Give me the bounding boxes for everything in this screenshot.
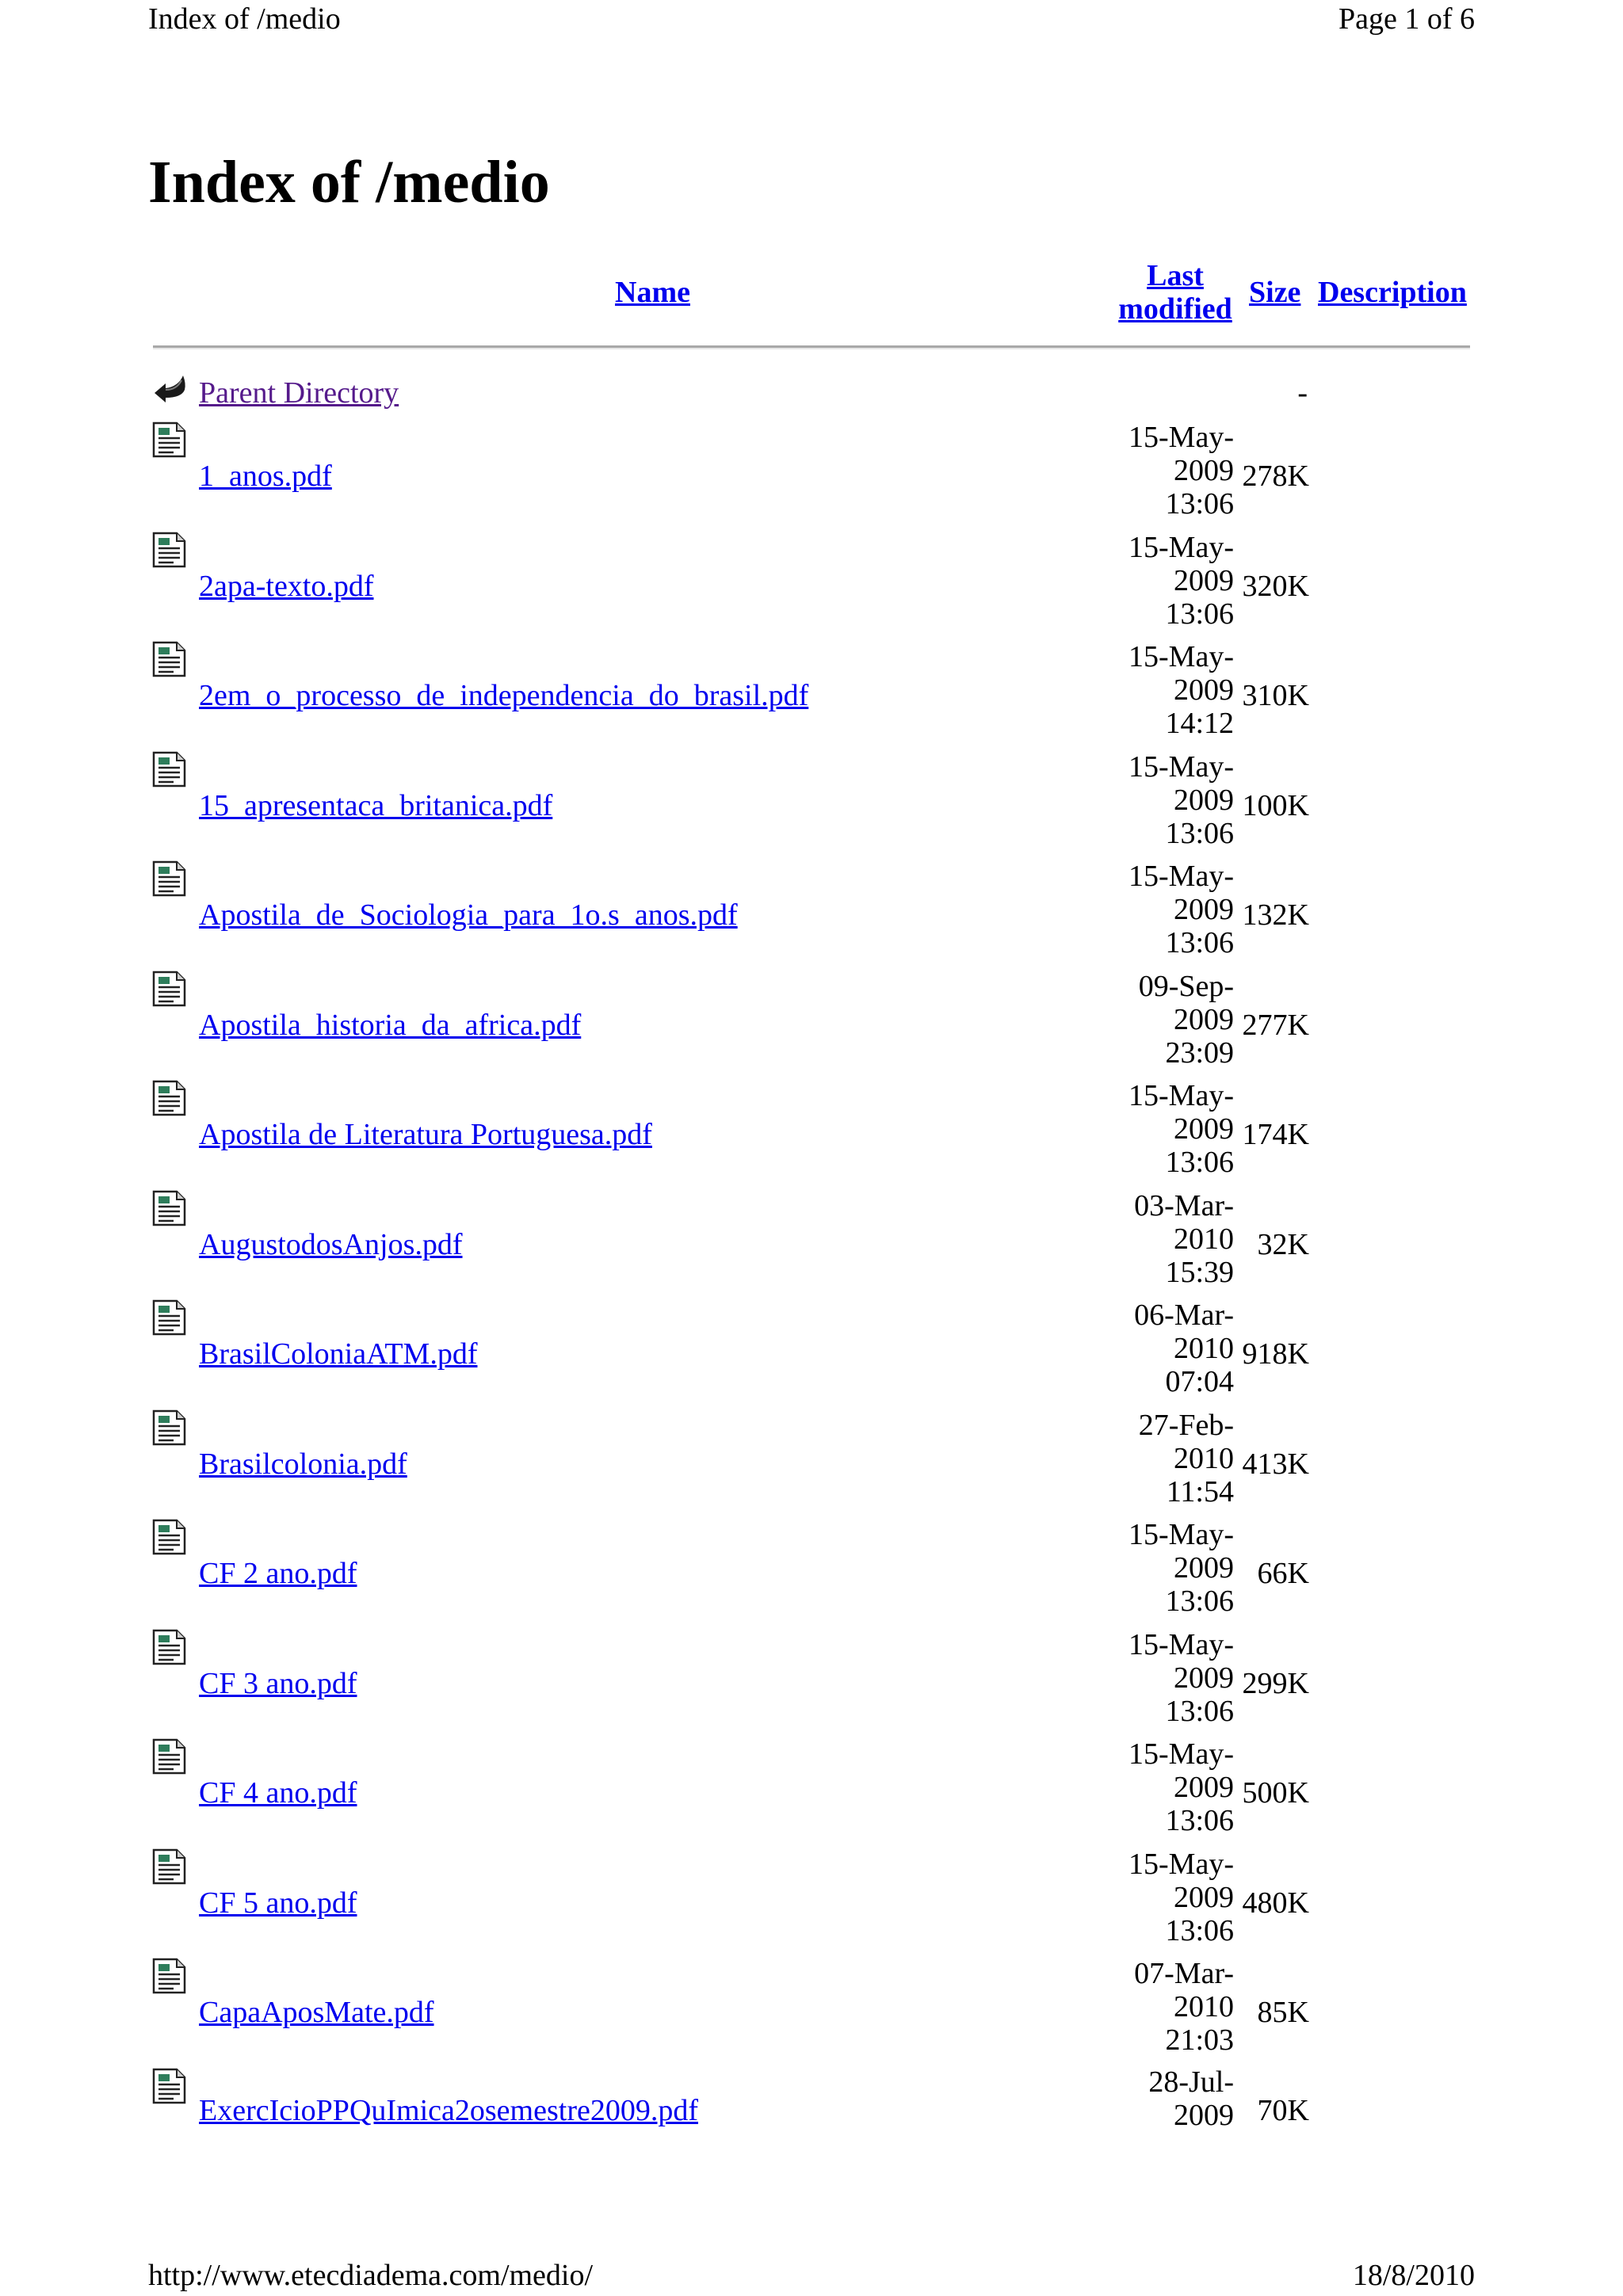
file-date-time: 13:06 bbox=[1165, 1146, 1234, 1179]
file-row bbox=[0, 970, 1623, 1079]
print-header-title: Index of /medio bbox=[148, 2, 341, 36]
file-size: 132K bbox=[1242, 898, 1309, 932]
file-date-year: 2009 bbox=[1174, 673, 1234, 707]
document-icon bbox=[151, 1079, 188, 1117]
file-date-day-month: 15-May- bbox=[1128, 860, 1234, 893]
file-size: 500K bbox=[1242, 1776, 1309, 1810]
file-last-modified bbox=[1102, 1079, 1234, 1179]
file-date-time: 13:06 bbox=[1165, 487, 1234, 521]
file-link[interactable]: ExercIcioPPQuImica2osemestre2009.pdf bbox=[199, 2094, 698, 2127]
file-date-year: 2010 bbox=[1174, 1442, 1234, 1475]
file-date-year: 2009 bbox=[1174, 1112, 1234, 1146]
file-link[interactable]: CapaAposMate.pdf bbox=[199, 1996, 434, 2029]
file-date-year: 2009 bbox=[1174, 1003, 1234, 1036]
document-icon bbox=[151, 640, 188, 678]
file-date-year: 2010 bbox=[1174, 1222, 1234, 1256]
file-link[interactable]: 2em_o_processo_de_independencia_do_brasil.pdf bbox=[199, 679, 809, 712]
file-date-time: 14:12 bbox=[1165, 707, 1234, 740]
file-row bbox=[0, 1628, 1623, 1737]
parent-directory-size: - bbox=[1297, 376, 1308, 410]
file-date-time: 13:06 bbox=[1165, 1585, 1234, 1618]
file-link[interactable]: 15_apresentaca_britanica.pdf bbox=[199, 789, 553, 822]
file-row bbox=[0, 860, 1623, 969]
column-header-last-modified-line2: modified bbox=[1118, 292, 1232, 326]
file-last-modified bbox=[1102, 1409, 1234, 1508]
file-size: 100K bbox=[1242, 789, 1309, 822]
file-date-time: 13:06 bbox=[1165, 1804, 1234, 1837]
file-link[interactable]: 1_anos.pdf bbox=[199, 460, 332, 493]
print-footer-url: http://www.etecdiadema.com/medio/ bbox=[148, 2259, 594, 2292]
file-last-modified bbox=[1102, 2065, 1234, 2132]
print-footer bbox=[148, 2256, 1475, 2294]
file-date-day-month: 15-May- bbox=[1128, 640, 1234, 673]
file-last-modified bbox=[1102, 1518, 1234, 1618]
file-last-modified bbox=[1102, 531, 1234, 631]
document-icon bbox=[151, 1848, 188, 1886]
file-last-modified bbox=[1102, 970, 1234, 1070]
document-icon bbox=[151, 1299, 188, 1337]
document-icon bbox=[151, 421, 188, 459]
file-link[interactable]: 2apa-texto.pdf bbox=[199, 570, 374, 603]
file-date-time: 13:06 bbox=[1165, 817, 1234, 850]
file-link[interactable]: Brasilcolonia.pdf bbox=[199, 1447, 407, 1481]
file-row bbox=[0, 1518, 1623, 1627]
file-row bbox=[0, 1848, 1623, 1957]
file-row bbox=[0, 421, 1623, 530]
file-date-year: 2009 bbox=[1174, 454, 1234, 487]
file-date-day-month: 15-May- bbox=[1128, 1737, 1234, 1771]
document-icon bbox=[151, 2067, 188, 2105]
file-last-modified bbox=[1102, 1737, 1234, 1837]
file-date-day-month: 27-Feb- bbox=[1138, 1409, 1234, 1442]
file-date-time: 21:03 bbox=[1165, 2023, 1234, 2057]
file-last-modified bbox=[1102, 1628, 1234, 1728]
back-arrow-icon bbox=[151, 369, 193, 407]
file-date-year: 2010 bbox=[1174, 1332, 1234, 1365]
file-date-year: 2009 bbox=[1174, 1551, 1234, 1585]
file-link[interactable]: CF 3 ano.pdf bbox=[199, 1667, 357, 1700]
file-size: 413K bbox=[1242, 1447, 1309, 1481]
file-last-modified bbox=[1102, 1299, 1234, 1398]
column-header-name[interactable]: Name bbox=[615, 276, 690, 309]
file-date-day-month: 15-May- bbox=[1128, 750, 1234, 784]
file-date-year: 2009 bbox=[1174, 784, 1234, 817]
file-date-time: 13:06 bbox=[1165, 926, 1234, 959]
file-date-year: 2009 bbox=[1174, 1771, 1234, 1804]
document-icon bbox=[151, 1189, 188, 1227]
file-row bbox=[0, 531, 1623, 640]
file-date-year: 2009 bbox=[1174, 1881, 1234, 1914]
column-header-last-modified-line1: Last bbox=[1147, 259, 1204, 292]
file-link[interactable]: CF 5 ano.pdf bbox=[199, 1886, 357, 1920]
file-date-time: 11:54 bbox=[1166, 1475, 1234, 1508]
file-date-time: 07:04 bbox=[1165, 1365, 1234, 1398]
file-size: 320K bbox=[1242, 570, 1309, 603]
file-link[interactable]: AugustodosAnjos.pdf bbox=[199, 1228, 463, 1261]
column-header-last-modified[interactable] bbox=[1102, 259, 1249, 326]
file-link[interactable]: Apostila_de_Sociologia_para_1o.s_anos.pdf bbox=[199, 898, 738, 932]
file-date-day-month: 15-May- bbox=[1128, 1079, 1234, 1112]
file-size: 66K bbox=[1257, 1557, 1309, 1590]
header-divider bbox=[153, 345, 1470, 349]
file-last-modified bbox=[1102, 1957, 1234, 2057]
document-icon bbox=[151, 1957, 188, 1995]
print-footer-date: 18/8/2010 bbox=[1352, 2259, 1475, 2292]
file-row bbox=[0, 1737, 1623, 1847]
column-header-size[interactable]: Size bbox=[1249, 276, 1301, 309]
document-icon bbox=[151, 860, 188, 898]
file-date-time: 13:06 bbox=[1165, 597, 1234, 631]
print-header bbox=[148, 0, 1475, 38]
file-date-year: 2009 bbox=[1174, 893, 1234, 926]
file-date-time: 13:06 bbox=[1165, 1914, 1234, 1947]
file-link[interactable]: Apostila de Literatura Portuguesa.pdf bbox=[199, 1118, 652, 1151]
file-last-modified bbox=[1102, 421, 1234, 521]
file-row bbox=[0, 1299, 1623, 1408]
file-size: 32K bbox=[1257, 1228, 1309, 1261]
file-size: 174K bbox=[1242, 1118, 1309, 1151]
file-date-day-month: 06-Mar- bbox=[1134, 1299, 1234, 1332]
document-icon bbox=[151, 531, 188, 569]
file-date-day-month: 15-May- bbox=[1128, 421, 1234, 454]
file-size: 918K bbox=[1242, 1337, 1309, 1371]
file-date-year: 2009 bbox=[1174, 1661, 1234, 1695]
file-date-day-month: 07-Mar- bbox=[1134, 1957, 1234, 1990]
file-date-day-month: 15-May- bbox=[1128, 1518, 1234, 1551]
print-header-page-number: Page 1 of 6 bbox=[1338, 2, 1475, 36]
document-icon bbox=[151, 750, 188, 788]
file-last-modified bbox=[1102, 1189, 1234, 1289]
file-size: 277K bbox=[1242, 1009, 1309, 1042]
parent-directory-link[interactable]: Parent Directory bbox=[199, 376, 399, 410]
file-size: 310K bbox=[1242, 679, 1309, 712]
file-last-modified bbox=[1102, 860, 1234, 959]
file-row bbox=[0, 1957, 1623, 2066]
file-size: 278K bbox=[1242, 460, 1309, 493]
document-icon bbox=[151, 1737, 188, 1775]
file-date-day-month: 09-Sep- bbox=[1138, 970, 1234, 1003]
file-last-modified bbox=[1102, 640, 1234, 740]
file-row bbox=[0, 750, 1623, 860]
file-size: 480K bbox=[1242, 1886, 1309, 1920]
file-row bbox=[0, 1409, 1623, 1518]
file-row bbox=[0, 1189, 1623, 1299]
document-icon bbox=[151, 1518, 188, 1556]
file-size: 299K bbox=[1242, 1667, 1309, 1700]
file-date-day-month: 15-May- bbox=[1128, 1848, 1234, 1881]
file-date-time: 13:06 bbox=[1165, 1695, 1234, 1728]
file-date-year: 2009 bbox=[1174, 2099, 1234, 2132]
page-title: Index of /medio bbox=[148, 149, 550, 215]
file-link[interactable]: BrasilColoniaATM.pdf bbox=[199, 1337, 478, 1371]
file-date-day-month: 28-Jul- bbox=[1148, 2065, 1234, 2099]
file-date-day-month: 15-May- bbox=[1128, 531, 1234, 564]
file-row bbox=[0, 640, 1623, 749]
file-link[interactable]: CF 2 ano.pdf bbox=[199, 1557, 357, 1590]
document-icon bbox=[151, 970, 188, 1008]
file-date-time: 23:09 bbox=[1165, 1036, 1234, 1070]
column-header-description[interactable]: Description bbox=[1318, 276, 1467, 309]
file-link[interactable]: CF 4 ano.pdf bbox=[199, 1776, 357, 1810]
file-last-modified bbox=[1102, 1848, 1234, 1947]
file-link[interactable]: Apostila_historia_da_africa.pdf bbox=[199, 1009, 582, 1042]
document-icon bbox=[151, 1628, 188, 1666]
file-row bbox=[0, 1079, 1623, 1188]
file-date-time: 15:39 bbox=[1165, 1256, 1234, 1289]
file-date-day-month: 03-Mar- bbox=[1134, 1189, 1234, 1222]
file-last-modified bbox=[1102, 750, 1234, 850]
file-size: 85K bbox=[1257, 1996, 1309, 2029]
file-date-day-month: 15-May- bbox=[1128, 1628, 1234, 1661]
document-icon bbox=[151, 1409, 188, 1447]
file-date-year: 2010 bbox=[1174, 1990, 1234, 2023]
file-date-year: 2009 bbox=[1174, 564, 1234, 597]
file-row bbox=[0, 2067, 1623, 2176]
file-size: 70K bbox=[1257, 2094, 1309, 2127]
